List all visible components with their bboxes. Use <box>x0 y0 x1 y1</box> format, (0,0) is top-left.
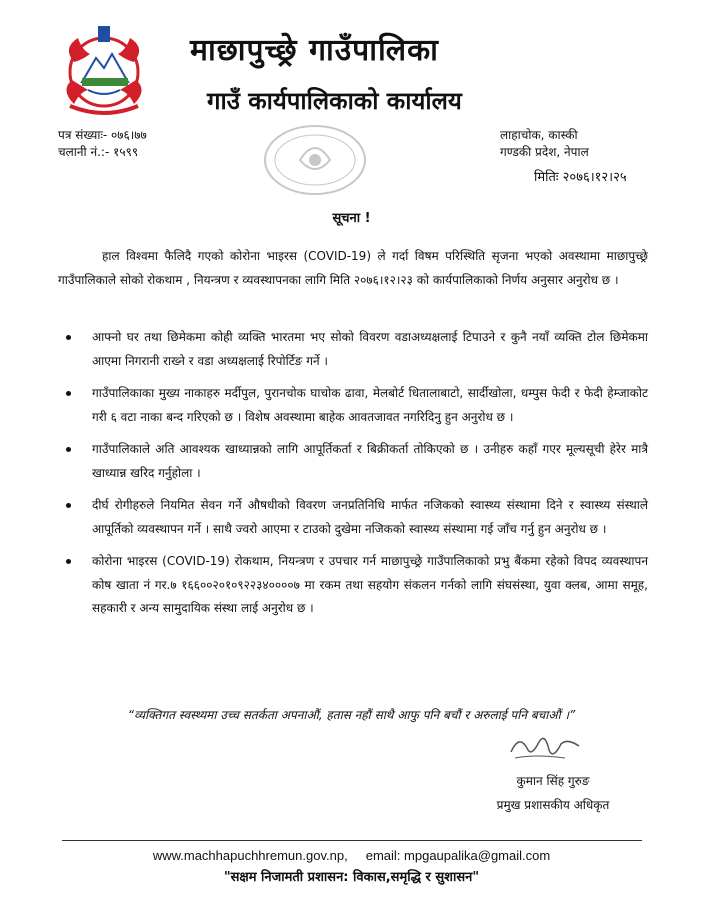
notice-point <box>76 438 648 485</box>
bullet-icon <box>66 503 71 508</box>
address-province: गण्डकी प्रदेश, नेपाल <box>500 145 589 159</box>
notice-point-text: दीर्घ रोगीहरुले नियमित सेवन गर्ने औषधीको विवरण जनप्रतिनिधि मार्फत नजिकको स्वास्थ्य संस्थामा दिने र स्वास्थ्य संस्थाले आपूर्तिको व्यवस्थापन गर्ने । साथै ज्वरो आएमा र टाउको दुखेमा नजिकको स्वास्थ्य संस्थामा गई जाँच गर्नु हुन अनुरोध छ । <box>92 498 648 536</box>
bullet-icon <box>66 447 71 452</box>
notice-point <box>76 494 648 541</box>
notice-point <box>76 326 648 373</box>
address-place: लाहाचोक, कास्की <box>500 128 578 142</box>
signatory-designation: प्रमुख प्रशासकीय अधिकृत <box>496 798 610 812</box>
notice-point-text: आफ्नो घर तथा छिमेकमा कोही व्यक्ति भारतमा भए सोको विवरण वडाअध्यक्षलाई टिपाउने र कुनै नयाँ व्यक्ति टोल छिमेकमा आएमा निगरानी राख्ने र वडा अध्यक्षलाई रिपोर्टिङ गर्ने । <box>92 330 648 368</box>
notice-points <box>76 326 648 630</box>
dispatch-number: चलानी नं.:- १५९९ <box>58 145 139 159</box>
bullet-icon <box>66 391 71 396</box>
notice-date: मितिः २०७६।१२।२५ <box>534 170 627 185</box>
letter-number: पत्र संख्याः- ०७६।७७ <box>58 128 147 142</box>
footer-contact: www.machhapuchhremun.gov.np, email: mpgaupalika@gmail.com <box>152 848 551 863</box>
bullet-icon <box>66 335 71 340</box>
notice-point-text: कोरोना भाइरस (COVID-19) रोकथाम, नियन्त्रण र उपचार गर्न माछापुच्छ्रे गाउँपालिकाको प्रभु बैंकमा रहेको विपद व्यवस्थापन कोष खाता नं गर.७ १६६००२०१०९२२३४००००७ मा रकम तथा सहयोग संकलन गर्नको लागि संघसंस्था, युवा क्लब, आमा समूह, सहकारी र अन्य सामुदायिक संस्था लाई अनुरोध छ । <box>92 554 648 615</box>
signatory-block <box>476 769 630 817</box>
office-subtitle: गाउँ कार्यपालिकाको कार्यालय <box>207 87 462 115</box>
reference-block <box>58 127 147 161</box>
notice-quote: “व्यक्तिगत स्वस्थ्यमा उच्च सतर्कता अपनाऔं, हतास नहौं साथै आफु पनि बचौं र अरुलाई पनि बचाऔं ।” <box>127 708 576 722</box>
notice-heading: सूचना ! <box>332 211 371 226</box>
bullet-icon <box>66 559 71 564</box>
page-title: माछापुच्छ्रे गाउँपालिका <box>190 33 439 68</box>
notice-point <box>76 550 648 621</box>
notice-point-text: गाउँपालिकाले अति आवश्यक खाध्यान्नको लागि आपूर्तिकर्ता र बिक्रीकर्ता तोकिएको छ । उनीहरु कहाँ गएर मूल्यसूची हेरेर मात्रै खाध्यान्न खरिद गर्नुहोला । <box>92 442 648 480</box>
nepal-emblem-icon <box>52 20 156 120</box>
notice-intro: हाल विश्वमा फैलिदै गएको कोरोना भाइरस (COVID-19) ले गर्दा विषम परिस्थिति सृजना भएको अवस्थामा माछापुच्छ्रे गाउँपालिकाले सोको रोकथाम , नियन्त्रण र व्यवस्थापनका लागि मिति २०७६।१२।२३ को कार्यपालिकाको निर्णय अनुसार अनुरोध छ । <box>58 249 648 287</box>
office-stamp-icon <box>260 122 370 198</box>
footer-divider <box>62 840 642 841</box>
signatory-name: कुमान सिंह गुरुङ <box>516 774 590 788</box>
address-block <box>500 127 589 161</box>
signature-icon <box>505 728 585 768</box>
notice-point <box>76 382 648 429</box>
notice-point-text: गाउँपालिकाका मुख्य नाकाहरु मर्दीपुल, पुरानचोक घाचोक ढावा, मेलबोर्ट धिताला‍बाटो, सार्दीखोला, धम्पुस फेदी र फेदी हेम्जाकोट गरी ६ वटा नाका बन्द गरिएको छ । विशेष अवस्थामा बाहेक आवतजावत नगरिदिनु हुन अनुरोध छ । <box>92 386 648 424</box>
footer-slogan: "सक्षम निजामती प्रशासन: विकास,समृद्धि र सुशासन" <box>223 870 480 885</box>
